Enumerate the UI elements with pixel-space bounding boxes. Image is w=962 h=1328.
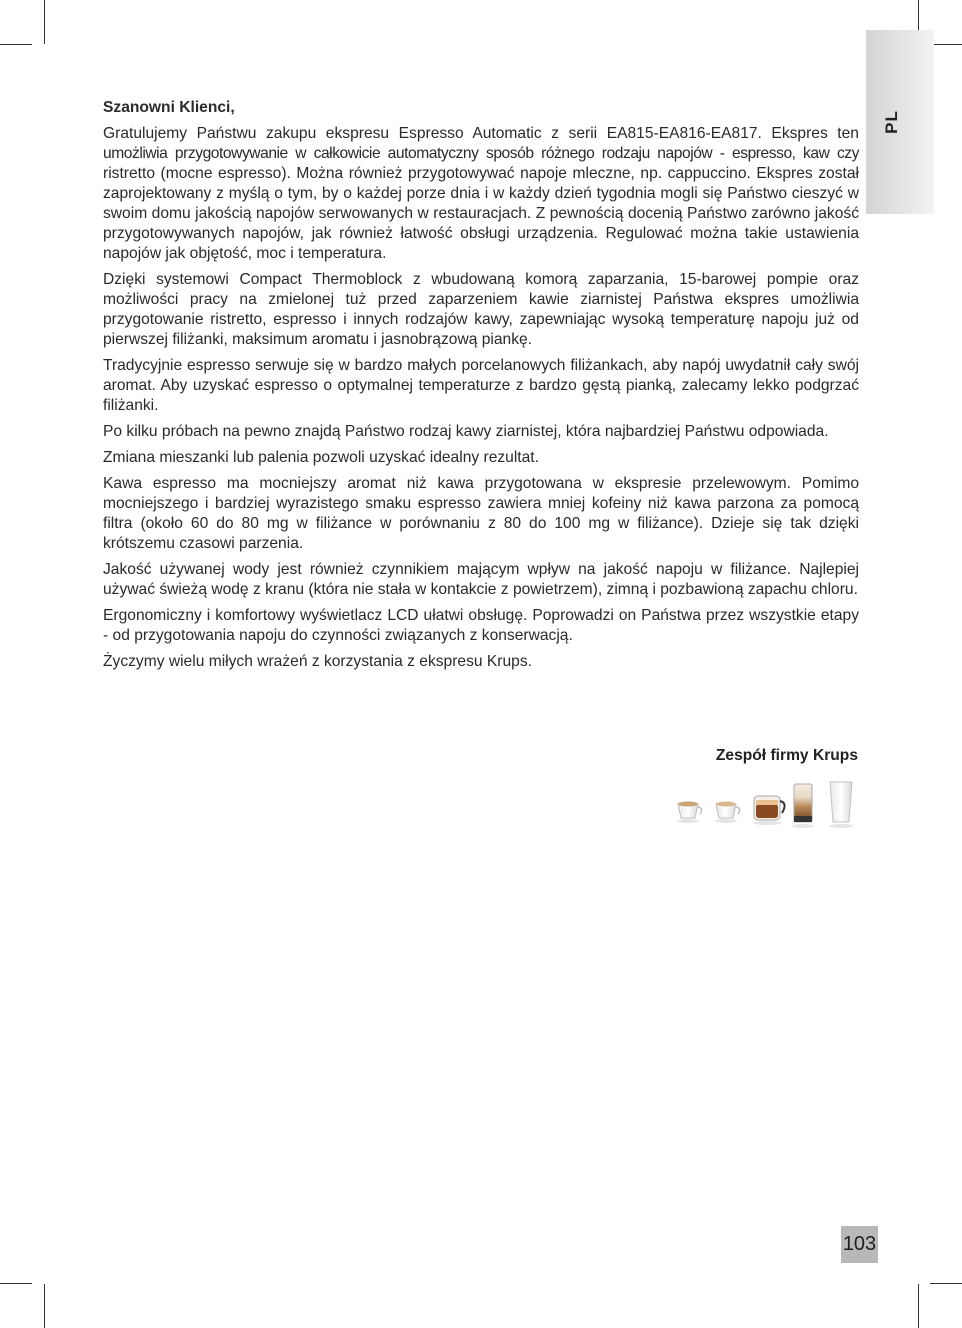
language-tab: [866, 30, 934, 214]
paragraph: Kawa espresso ma mocniejszy aromat niż kawa przygotowana w ekspresie przelewowym. Pomimo mocniejszego i bardziej wyrazistego smaku espresso zawiera mniej kofeiny niż kawa parzona za pomocą filtra (około 60 do 80 mg w filiżance w porównaniu z 80 do 100 mg w filiżance). Dzieje się tak dzięki krótszemu czasowi parzenia.: [103, 475, 859, 552]
paragraph: Po kilku próbach na pewno znajdą Państwo rodzaj kawy ziarnistej, która najbardziej Państwu odpowiada.: [103, 423, 829, 440]
paragraph: Dzięki systemowi Compact Thermoblock z wbudowaną komorą zaparzania, 15-barowej pompie oraz możliwości pracy na zmielonej tuż przed zaparzeniem kawie ziarnistej Państwa ekspres umożliwia przygotowanie ristretto, espresso i innych rodzajów kawy, zapewniając wysoką temperaturę napoju już od pierwszej filiżanki, maksimum aromatu i jasnobrązową piankę.: [103, 271, 859, 348]
crop-mark: [930, 1283, 962, 1284]
crop-mark: [918, 1284, 919, 1328]
crop-mark: [930, 44, 962, 45]
intro-rest: ristretto (mocne espresso). Można również przygotowywać napoje mleczne, np. cappuccino. Ekspres został zaprojektowany z myślą o tym, by o każdej porze dnia i w każdy dzień tygodnia mogli się Państwo cieszyć w swoim domu jakością napojów serwowanych w restauracjach. Z pewnością docenią Państwo zarówno jakość przygotowywanych napojów, jak również łatwość obsługi urządzenia. Regulować można takie ustawienia napojów jak objętość, moc i temperatura.: [103, 165, 859, 262]
latte-glass-icon: [792, 784, 814, 828]
intro-line-2: umożliwia przygotowywanie w całkowicie automatyczny sposób różnego rodzaju napojów - espresso, kaw czy: [103, 145, 859, 162]
language-label: PL: [882, 110, 901, 134]
coffee-glass-icon: [753, 796, 785, 825]
coffee-cups-illustration: [672, 780, 862, 840]
greeting: Szanowni Klienci,: [103, 99, 235, 116]
crop-mark: [44, 0, 45, 44]
coffee-cups-icon: [672, 780, 862, 840]
intro-line-1: Gratulujemy Państwu zakupu ekspresu Espresso Automatic z serii EA815-EA816-EA817. Ekspres ten: [103, 125, 859, 142]
crop-mark: [0, 1283, 32, 1284]
crop-mark: [0, 44, 32, 45]
paragraph-intro: [103, 124, 859, 264]
letter-body: [103, 98, 859, 678]
paragraph: Ergonomiczny i komfortowy wyświetlacz LCD ułatwi obsługę. Poprowadzi on Państwa przez wszystkie etapy - od przygotowania napoju do czynności związanych z konserwacją.: [103, 607, 859, 644]
paragraph: Tradycyjnie espresso serwuje się w bardzo małych porcelanowych filiżankach, aby napój uwydatnił cały swój aromat. Aby uzyskać espresso o optymalnej temperaturze z bardzo gęstą pianką, zalecamy lekko podgrzać filiżanki.: [103, 357, 859, 414]
paragraph: Zmiana mieszanki lub palenia pozwoli uzyskać idealny rezultat.: [103, 449, 539, 466]
page-number: 103: [841, 1226, 878, 1263]
espresso-cup-icon: [715, 802, 740, 824]
signature: Zespół firmy Krups: [715, 747, 858, 764]
crop-mark: [44, 1284, 45, 1328]
paragraph: Życzymy wielu miłych wrażeń z korzystania z ekspresu Krups.: [103, 653, 532, 670]
espresso-cup-icon: [677, 802, 702, 824]
paragraph: Jakość używanej wody jest również czynnikiem mającym wpływ na jakość napoju w filiżance. Najlepiej używać świeżą wodę z kranu (która nie stała w kontakcie z powietrzem), zimną i pozbawioną zapachu chloru.: [103, 561, 859, 598]
tall-glass-icon: [829, 782, 853, 828]
